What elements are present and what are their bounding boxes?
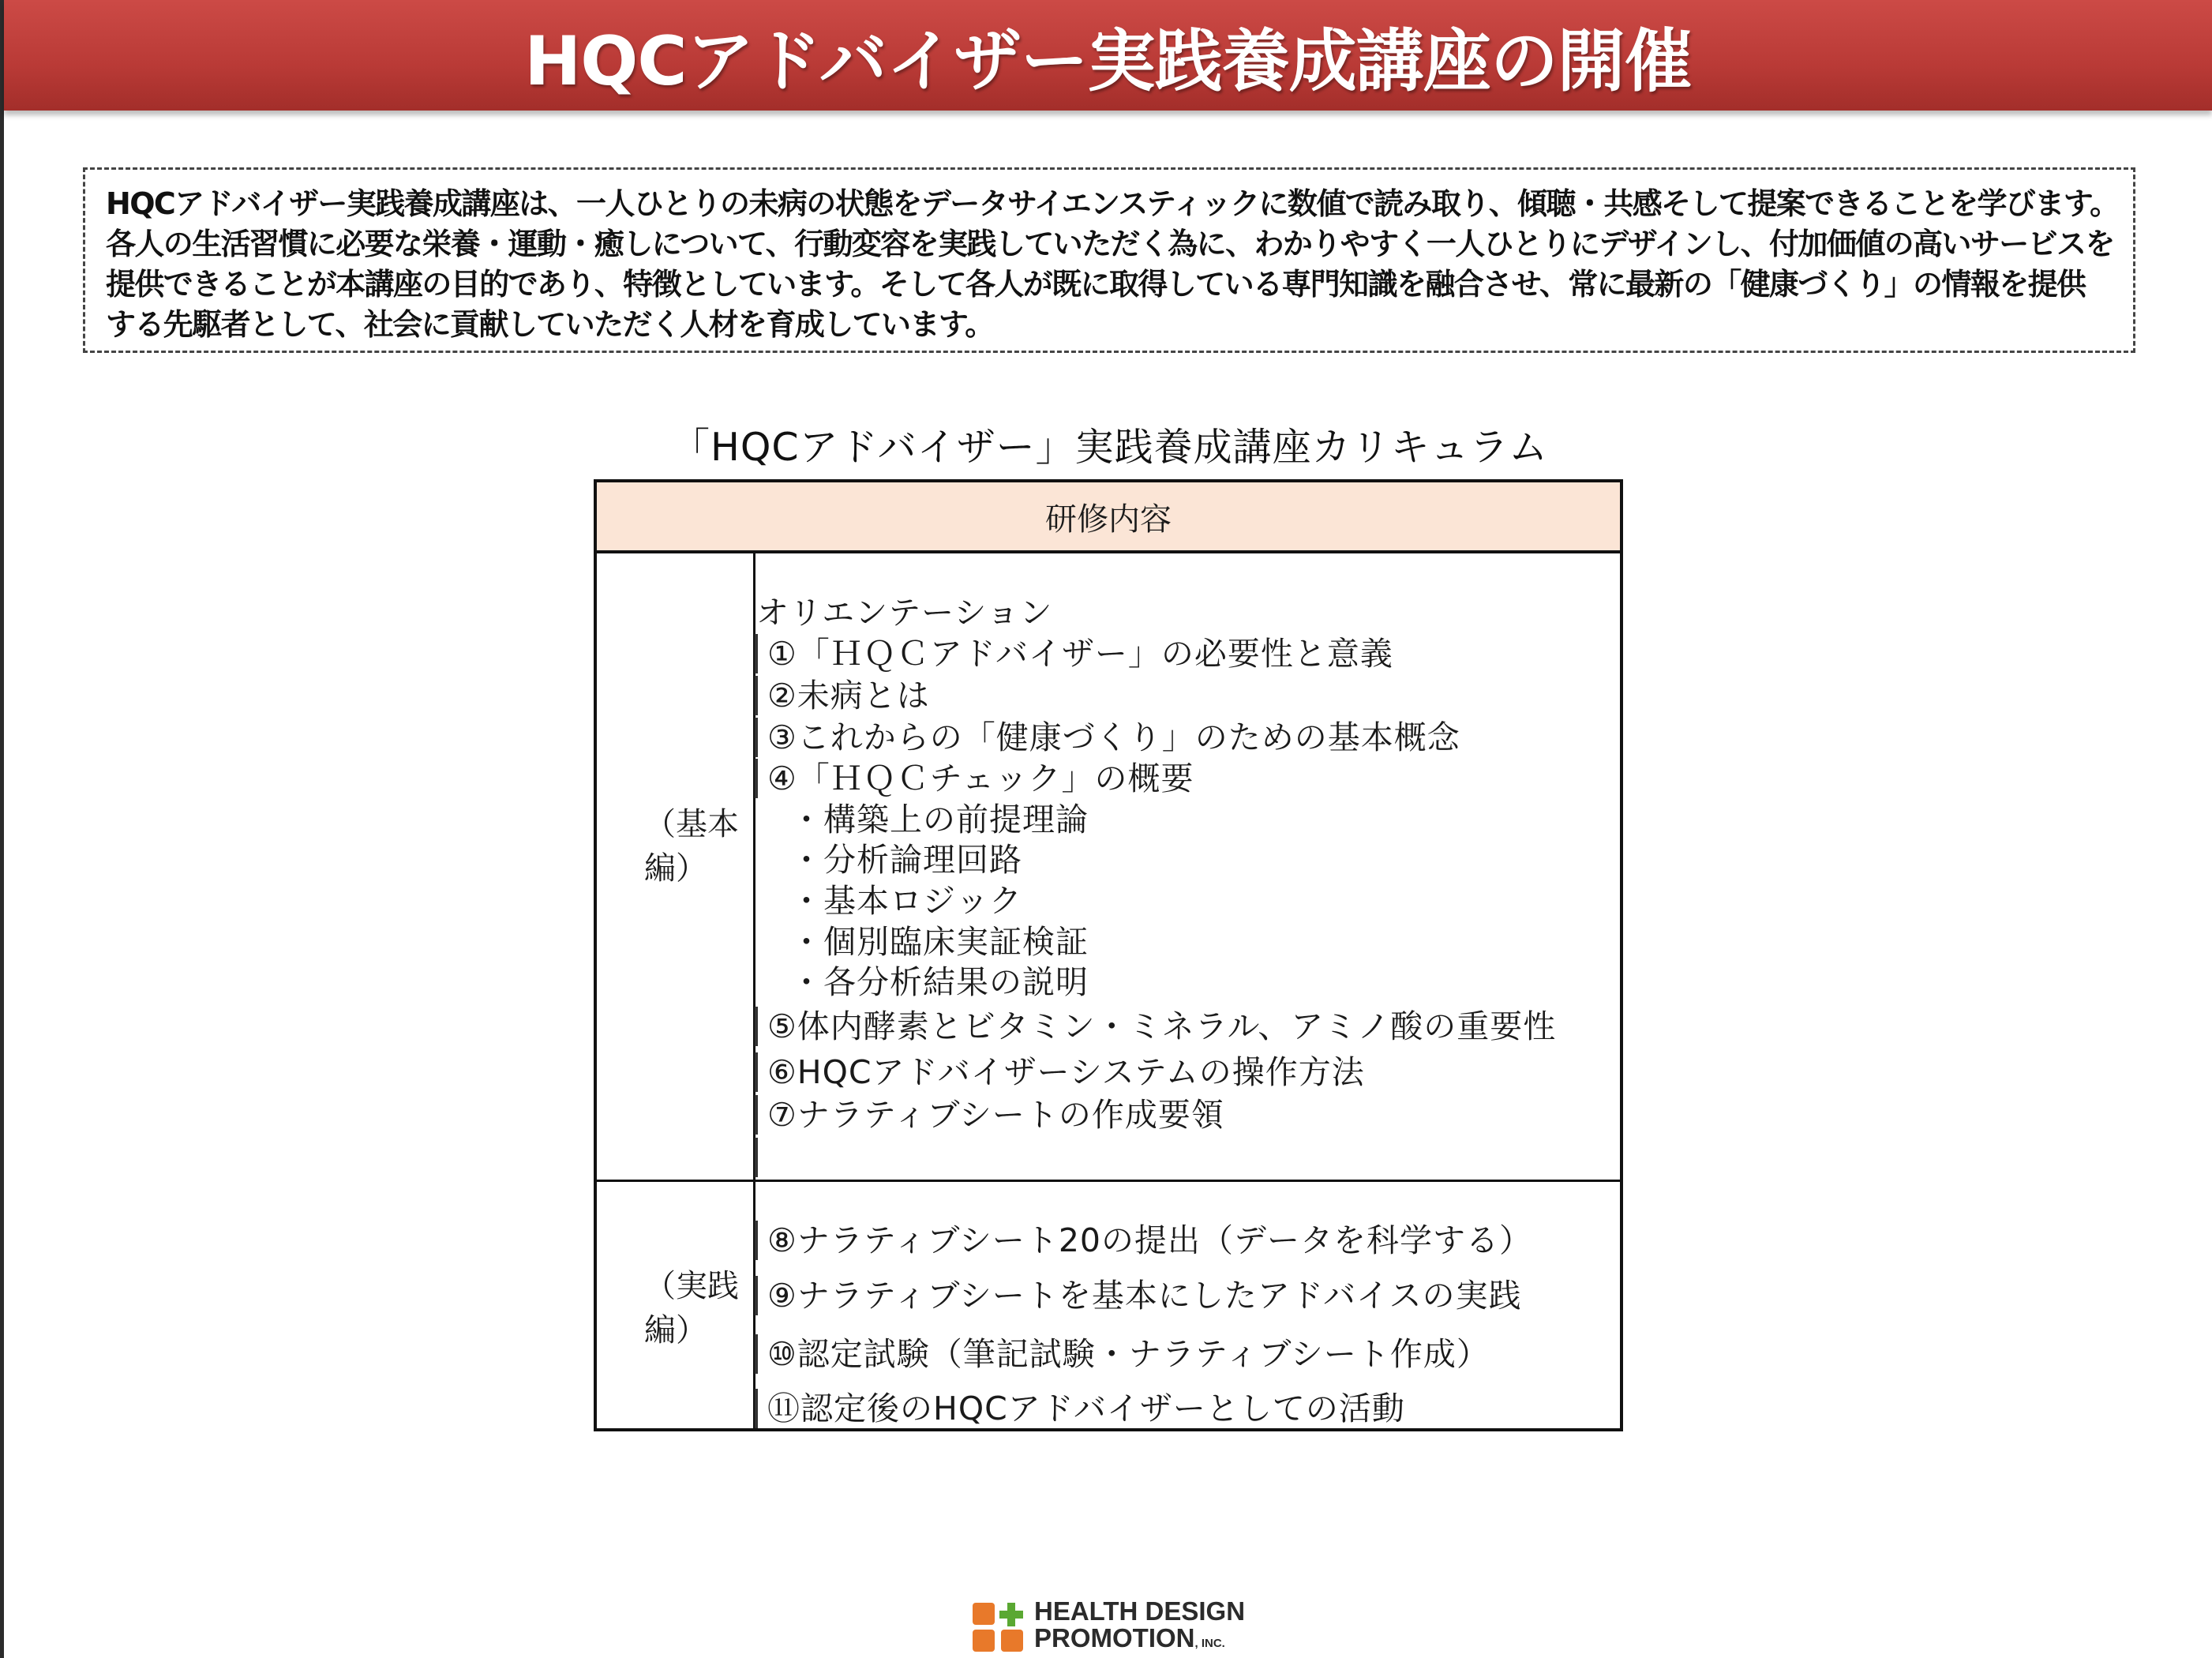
logo-mark-icon xyxy=(971,1601,1026,1653)
left-edge-rule xyxy=(0,0,4,1658)
list-sub-item: ・基本ロジック xyxy=(790,882,1022,920)
section-divider xyxy=(597,1180,1620,1182)
list-item-blank xyxy=(755,1138,767,1177)
list-item: ⑥HQCアドバイザーシステムの操作方法 xyxy=(755,1052,1365,1092)
list-item: ③これからの「健康づくり」のための基本概念 xyxy=(755,718,1460,757)
list-sub-item: ・分析論理回路 xyxy=(790,841,1022,879)
list-item: ⑨ナラティブシートを基本にしたアドバイスの実践 xyxy=(755,1276,1522,1315)
list-item: ⑧ナラティブシート20の提出（データを科学する） xyxy=(755,1221,1532,1260)
intro-line: 提供できることが本講座の目的であり、特徴としています。そして各人が既に取得している専門知識を融合させ、常に最新の「健康づくり」の情報を提供 xyxy=(106,267,2086,302)
logo-line2: PROMOTION xyxy=(1034,1623,1195,1652)
list-sub-item: ・個別臨床実証検証 xyxy=(790,923,1089,961)
table-header xyxy=(597,482,1620,553)
list-item: ①「ＨＱＣアドバイザー」の必要性と意義 xyxy=(755,634,1393,673)
list-sub-item: ・構築上の前提理論 xyxy=(790,801,1089,838)
list-item: ⑩認定試験（筆記試験・ナラティブシート作成） xyxy=(755,1334,1490,1374)
basic-label-line1: （基本 xyxy=(644,806,739,842)
logo-inc: , INC. xyxy=(1194,1637,1225,1650)
list-sub-item: ・各分析結果の説明 xyxy=(790,963,1089,1001)
basic-label-line2: 編） xyxy=(644,850,707,887)
title-banner xyxy=(4,0,2212,111)
intro-line: する先駆者として、社会に貢献していただく人材を育成しています。 xyxy=(106,307,994,342)
curriculum-table xyxy=(594,479,1623,1431)
list-item: ②未病とは xyxy=(755,676,930,715)
curriculum-title: 「HQCアドバイザー」実践養成講座カリキュラム xyxy=(671,425,1549,470)
intro-line: HQCアドバイザー実践養成講座は、一人ひとりの未病の状態をデータサイエンスティックに数値で読み取り、傾聴・共感そして提案できることを学びます。 xyxy=(106,186,2119,221)
page-title: HQCアドバイザー実践養成講座の開催 xyxy=(524,22,1692,101)
practice-section-label xyxy=(644,1264,739,1352)
logo-line1: HEALTH DESIGN xyxy=(1034,1596,1246,1626)
table-header-label: 研修内容 xyxy=(1045,501,1172,538)
intro-box xyxy=(83,167,2135,353)
practice-label-line1: （実践 xyxy=(644,1268,739,1304)
list-item: ⑪認定後のHQCアドバイザーとしての活動 xyxy=(755,1389,1405,1428)
list-item: ⑦ナラティブシートの作成要領 xyxy=(755,1095,1224,1135)
list-item: ④「ＨＱＣチェック」の概要 xyxy=(755,759,1194,798)
list-item: ⑤体内酵素とビタミン・ミネラル、アミノ酸の重要性 xyxy=(755,1007,1556,1046)
intro-line: 各人の生活習慣に必要な栄養・運動・癒しについて、行動変容を実践していただく為に、わかりやすく一人ひとりにデザインし、付加価値の高いサービスを xyxy=(106,227,2114,261)
company-logo xyxy=(971,1598,1271,1653)
list-item: オリエンテーション xyxy=(756,594,1053,632)
basic-section-label xyxy=(644,802,739,891)
practice-label-line2: 編） xyxy=(644,1312,707,1349)
logo-text xyxy=(1034,1598,1245,1657)
